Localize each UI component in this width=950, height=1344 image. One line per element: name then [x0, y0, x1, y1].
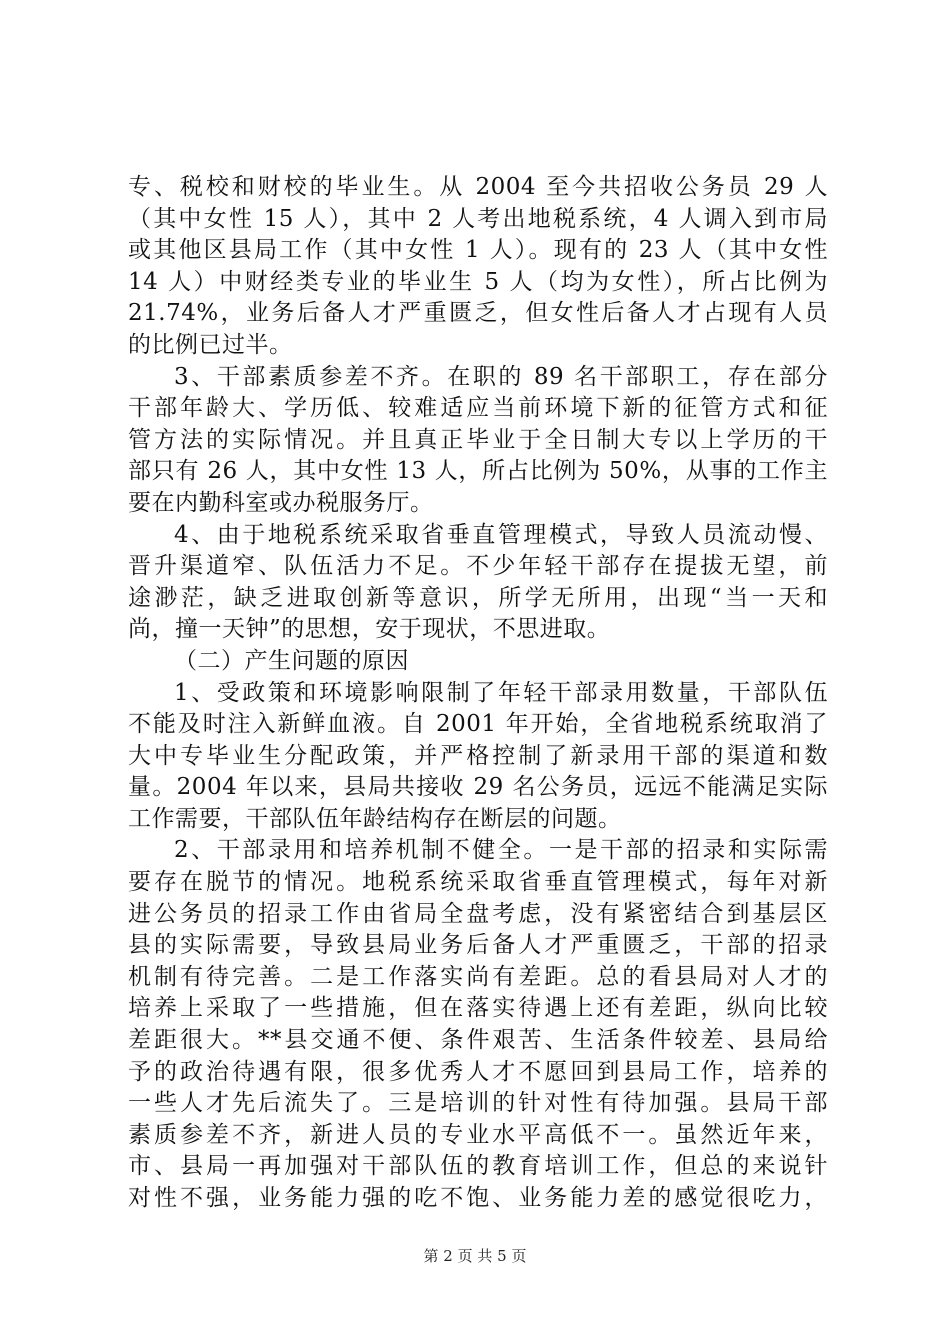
text-line: 予的政治待遇有限，很多优秀人才不愿回到县局工作，培养的 [128, 1058, 828, 1085]
text-line: 尚，撞一天钟”的思想，安于现状，不思进取。 [128, 616, 611, 643]
text-line: 部只有 26 人，其中女性 13 人，所占比例为 50%，从事的工作主 [128, 458, 828, 485]
text-line: 对性不强，业务能力强的吃不饱、业务能力差的感觉很吃力， [128, 1185, 828, 1211]
text-line: 大中专毕业生分配政策，并严格控制了新录用干部的渠道和数 [128, 742, 828, 769]
text-line: 14 人）中财经类专业的毕业生 5 人（均为女性），所占比例为 [128, 268, 828, 295]
text-line: 不能及时注入新鲜血液。自 2001 年开始，全省地税系统取消了 [128, 711, 828, 738]
document-body [128, 172, 828, 1215]
section-heading: （二）产生问题的原因 [174, 647, 409, 674]
text-line: 进公务员的招录工作由省局全盘考虑，没有紧密结合到基层区 [128, 900, 828, 927]
text-line: 市、县局一再加强对干部队伍的教育培训工作，但总的来说针 [128, 1153, 828, 1180]
text-line: 工作需要，干部队伍年龄结构存在断层的问题。 [128, 805, 622, 832]
text-line: 培养上采取了一些措施，但在落实待遇上还有差距，纵向比较 [128, 995, 828, 1022]
paragraph-start-line: 2、干部录用和培养机制不健全。一是干部的招录和实际需 [174, 837, 828, 864]
text-line: 要在内勤科室或办税服务厅。 [128, 489, 434, 516]
text-line: 量。2004 年以来，县局共接收 29 名公务员，远远不能满足实际 [128, 774, 828, 801]
text-line: 的比例已过半。 [128, 331, 293, 358]
paragraph-start-line: 3、干部素质参差不齐。在职的 89 名干部职工，存在部分 [174, 363, 828, 390]
text-line: 要存在脱节的情况。地税系统采取省垂直管理模式，每年对新 [128, 869, 828, 896]
text-line: 21.74%，业务后备人才严重匮乏，但女性后备人才占现有人员 [128, 300, 828, 327]
page-number-footer: 第 2 页 共 5 页 [423, 1247, 527, 1265]
text-line: 管方法的实际情况。并且真正毕业于全日制大专以上学历的干 [128, 426, 828, 453]
paragraph-start-line: 4、由于地税系统采取省垂直管理模式，导致人员流动慢、 [174, 521, 828, 548]
text-line: 一些人才先后流失了。三是培训的针对性有待加强。县局干部 [128, 1090, 828, 1117]
text-line: 途渺茫，缺乏进取创新等意识，所学无所用，出现“当一天和 [128, 584, 828, 611]
text-line: 晋升渠道窄、队伍活力不足。不少年轻干部存在提拔无望，前 [128, 553, 828, 580]
text-line: 素质参差不齐，新进人员的专业水平高低不一。虽然近年来， [128, 1121, 828, 1148]
text-line: 专、税校和财校的毕业生。从 2004 至今共招收公务员 29 人 [128, 174, 828, 200]
text-line: 县的实际需要，导致县局业务后备人才严重匮乏，干部的招录 [128, 932, 828, 959]
text-line: 差距很大。**县交通不便、条件艰苦、生活条件较差、县局给 [128, 1027, 828, 1054]
text-line: 机制有待完善。二是工作落实尚有差距。总的看县局对人才的 [128, 963, 828, 990]
paragraph-start-line: 1、受政策和环境影响限制了年轻干部录用数量，干部队伍 [174, 679, 828, 706]
text-line: （其中女性 15 人），其中 2 人考出地税系统，4 人调入到市局 [128, 205, 828, 232]
text-line: 干部年龄大、学历低、较难适应当前环境下新的征管方式和征 [128, 395, 828, 422]
text-line: 或其他区县局工作（其中女性 1 人）。现有的 23 人（其中女性 [128, 237, 828, 264]
